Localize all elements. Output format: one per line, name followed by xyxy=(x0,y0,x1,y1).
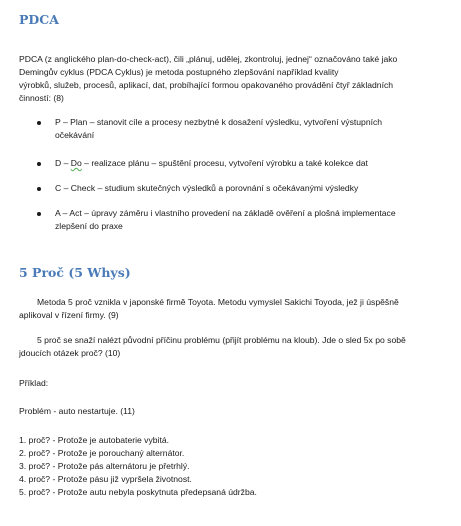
list-item: 4. proč? - Protože pásu již vypršela životnost. xyxy=(19,474,192,484)
spellcheck-word[interactable]: Do xyxy=(70,158,82,168)
bullet-icon xyxy=(37,212,41,216)
pdca-heading: PDCA xyxy=(19,12,59,27)
five-whys-paragraph-1 xyxy=(19,296,449,322)
bullet-prefix: D – xyxy=(55,158,71,168)
list-item: 1. proč? - Protože je autobaterie vybitá. xyxy=(19,435,169,445)
pdca-intro-line: výrobků, služeb, procesů, aplikací, dat, probíhající formou opakovaného provádění čtyř základních xyxy=(19,80,394,90)
pdca-intro-line: Demingův cyklus (PDCA Cyklus) je metoda postupného zlepšování například kvality xyxy=(19,67,339,77)
five-whys-paragraph-2 xyxy=(19,334,449,360)
paragraph-line: Metoda 5 proč vznikla v japonské firmě Toyota. Metodu vymyslel Sakichi Toyoda, jež ji úspěšně xyxy=(37,297,399,307)
bullet-line xyxy=(55,157,450,170)
bullet-line: zlepšení do praxe xyxy=(55,221,123,231)
bullet-icon xyxy=(37,187,41,191)
bullet-line: P – Plan – stanovit cíle a procesy nezbytné k dosažení výsledku, vytvoření výstupních xyxy=(55,117,383,127)
bullet-text xyxy=(55,157,450,170)
bullet-icon xyxy=(37,121,41,125)
bullet-text xyxy=(55,116,450,142)
bullet-text xyxy=(55,207,450,233)
pdca-intro-line: PDCA (z anglického plan-do-check-act), čili „plánuj, udělej, zkontroluj, jednej“ označováno také jako xyxy=(19,54,398,64)
paragraph-line: aplikoval v řízení firmy. (9) xyxy=(19,310,119,320)
bullet-line: C – Check – studium skutečných výsledků a porovnání s očekávanými výsledky xyxy=(55,183,359,193)
bullet-line: očekávání xyxy=(55,130,95,140)
problem-statement: Problém - auto nestartuje. (11) xyxy=(19,406,135,416)
bullet-text xyxy=(55,182,450,195)
paragraph-line: jdoucích otázek proč? (10) xyxy=(19,348,121,358)
paragraph-line: 5 proč se snaží nalézt původní příčinu problému (přijít problému na kloub). Jde o sled 5x po sobě xyxy=(37,335,406,345)
list-item: 5. proč? - Protože autu nebyla poskytnuta předepsaná údržba. xyxy=(19,487,257,497)
example-label: Příklad: xyxy=(19,378,49,388)
pdca-intro-line: činností: (8) xyxy=(19,93,64,103)
list-item: 3. proč? - Protože pás alternátoru je přetrhlý. xyxy=(19,461,190,471)
whys-list xyxy=(19,434,257,499)
pdca-intro-paragraph xyxy=(19,53,449,105)
five-whys-heading: 5 Proč (5 Whys) xyxy=(19,265,131,280)
bullet-rest: – realizace plánu – spuštění procesu, vytvoření výrobku a také kolekce dat xyxy=(81,158,368,168)
list-item: 2. proč? - Protože je porouchaný alternátor. xyxy=(19,448,185,458)
bullet-line: A – Act – úpravy záměru i vlastního provedení na základě ověření a plošná implementace xyxy=(55,208,396,218)
bullet-icon xyxy=(37,162,41,166)
